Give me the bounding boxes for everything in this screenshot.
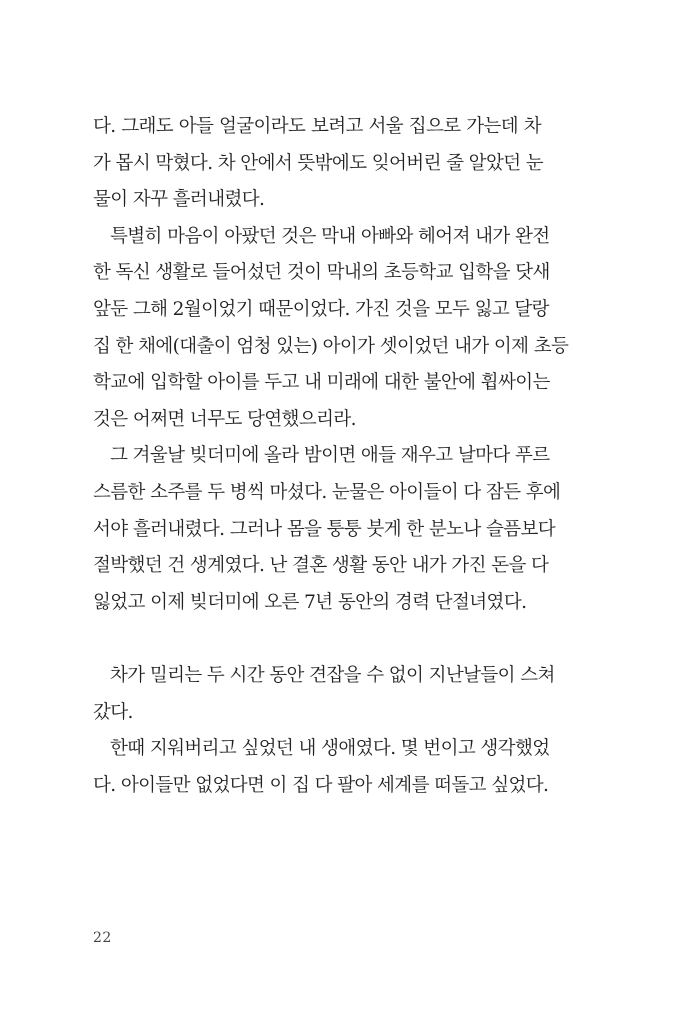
text-line: 한 독신 생활로 들어섰던 것이 막내의 초등학교 입학을 닷새 [93,262,550,284]
text-line: 물이 자꾸 흘러내렸다. [93,189,265,211]
text-line: 차가 밀리는 두 시간 동안 견잡을 수 없이 지난날들이 스쳐 [110,664,555,686]
paragraph [93,731,550,804]
text-line: 집 한 채에(대출이 엄청 있는) 아이가 셋이었던 내가 이제 초등 [93,335,569,357]
text-line: 앞둔 그해 2월이었기 때문이었다. 가진 것을 모두 잃고 달랑 [93,298,549,320]
text-line: 그 겨울날 빚더미에 올라 밤이면 애들 재우고 날마다 푸르 [110,445,550,467]
text-line: 절박했던 건 생계였다. 난 결혼 생활 동안 내가 가진 돈을 다 [93,555,549,577]
text-line: 다. 아이들만 없었다면 이 집 다 팔아 세계를 떠돌고 싶었다. [93,774,549,796]
text-line: 특별히 마음이 아팠던 것은 막내 아빠와 헤어져 내가 완전 [110,225,550,247]
page-number: 22 [93,930,112,946]
text-line: 한때 지워버리고 싶었던 내 생애였다. 몇 번이고 생각했었 [110,738,550,760]
body-text [93,109,569,804]
text-line: 스름한 소주를 두 병씩 마셨다. 눈물은 아이들이 다 잠든 후에 [93,481,561,503]
paragraph [93,219,569,439]
text-line: 가 몹시 막혔다. 차 안에서 뜻밖에도 잊어버린 줄 알았던 눈 [93,152,544,174]
text-line: 학교에 입학할 아이를 두고 내 미래에 대한 불안에 휩싸이는 [93,372,550,394]
text-line: 것은 어쩌면 너무도 당연했으리라. [93,408,356,430]
text-line: 잃었고 이제 빚더미에 오른 7년 동안의 경력 단절녀였다. [93,591,527,613]
text-line: 서야 흘러내렸다. 그러나 몸을 퉁퉁 붓게 한 분노나 슬픔보다 [93,518,556,540]
paragraph [93,658,555,731]
text-line: 다. 그래도 아들 얼굴이라도 보려고 서울 집으로 가는데 차 [93,116,541,137]
paragraph [93,109,544,219]
text-line: 갔다. [93,701,133,723]
paragraph [93,438,561,621]
section-break [93,621,541,658]
